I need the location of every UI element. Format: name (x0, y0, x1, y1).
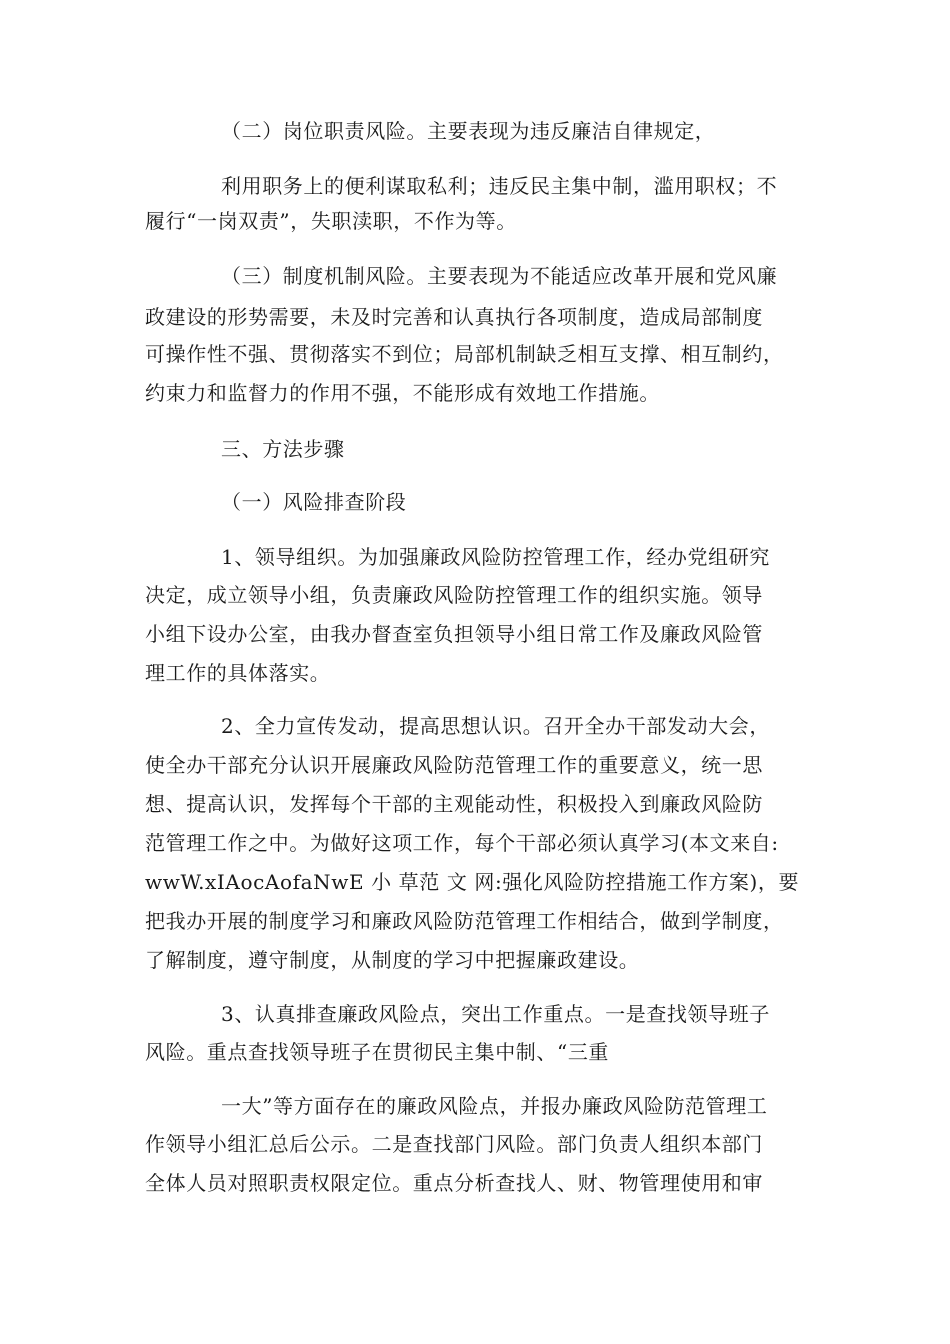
paragraph-line: 3、认真排查廉政风险点，突出工作重点。一是查找领导班子 (221, 1002, 770, 1026)
paragraph-line: 把我办开展的制度学习和廉政风险防范管理工作相结合，做到学制度， (145, 909, 784, 933)
paragraph-line: 理工作的具体落实。 (145, 661, 331, 685)
paragraph-line: 作领导小组汇总后公示。二是查找部门风险。部门负责人组织本部门 (145, 1132, 763, 1156)
paragraph-line: 了解制度，遵守制度，从制度的学习中把握廉政建设。 (145, 948, 640, 972)
paragraph-line: 利用职务上的便利谋取私利；违反民主集中制，滥用职权；不 (221, 174, 778, 198)
paragraph-line: wwW.xIAocAofaNwE 小 草范 文 网:强化风险防控措施工作方案)，要 (145, 870, 800, 894)
paragraph-line: 想、提高认识，发挥每个干部的主观能动性，积极投入到廉政风险防 (145, 792, 763, 816)
paragraph-line: 履行“一岗双责”，失职渎职，不作为等。 (145, 209, 517, 233)
paragraph-line: 风险。重点查找领导班子在贯彻民主集中制、“三重 (145, 1040, 610, 1064)
paragraph-line: 使全办干部充分认识开展廉政风险防范管理工作的重要意义，统一思 (145, 753, 763, 777)
paragraph-line: 可操作性不强、贯彻落实不到位；局部机制缺乏相互支撑、相互制约， (145, 342, 784, 366)
subsection-heading: （一）风险排查阶段 (221, 490, 407, 514)
paragraph-line: 政建设的形势需要，未及时完善和认真执行各项制度，造成局部制度 (145, 305, 763, 329)
section-heading: 三、方法步骤 (221, 437, 345, 461)
paragraph-line: 范管理工作之中。为做好这项工作，每个干部必须认真学习(本文来自: (145, 831, 779, 855)
paragraph-line: 全体人员对照职责权限定位。重点分析查找人、财、物管理使用和审 (145, 1171, 763, 1195)
paragraph-line: 2、全力宣传发动，提高思想认识。召开全办干部发动大会， (221, 714, 770, 738)
paragraph-line: 1、领导组织。为加强廉政风险防控管理工作，经办党组研究 (221, 545, 770, 569)
paragraph-line: 决定，成立领导小组，负责廉政风险防控管理工作的组织实施。领导 (145, 583, 763, 607)
paragraph-line: 小组下设办公室，由我办督查室负担领导小组日常工作及廉政风险管 (145, 622, 763, 646)
paragraph-line: （二）岗位职责风险。主要表现为违反廉洁自律规定， (221, 119, 716, 143)
paragraph-line: 一大”等方面存在的廉政风险点，并报办廉政风险防范管理工 (221, 1094, 768, 1118)
paragraph-line: （三）制度机制风险。主要表现为不能适应改革开展和党风廉 (221, 264, 778, 288)
paragraph-line: 约束力和监督力的作用不强，不能形成有效地工作措施。 (145, 381, 660, 405)
